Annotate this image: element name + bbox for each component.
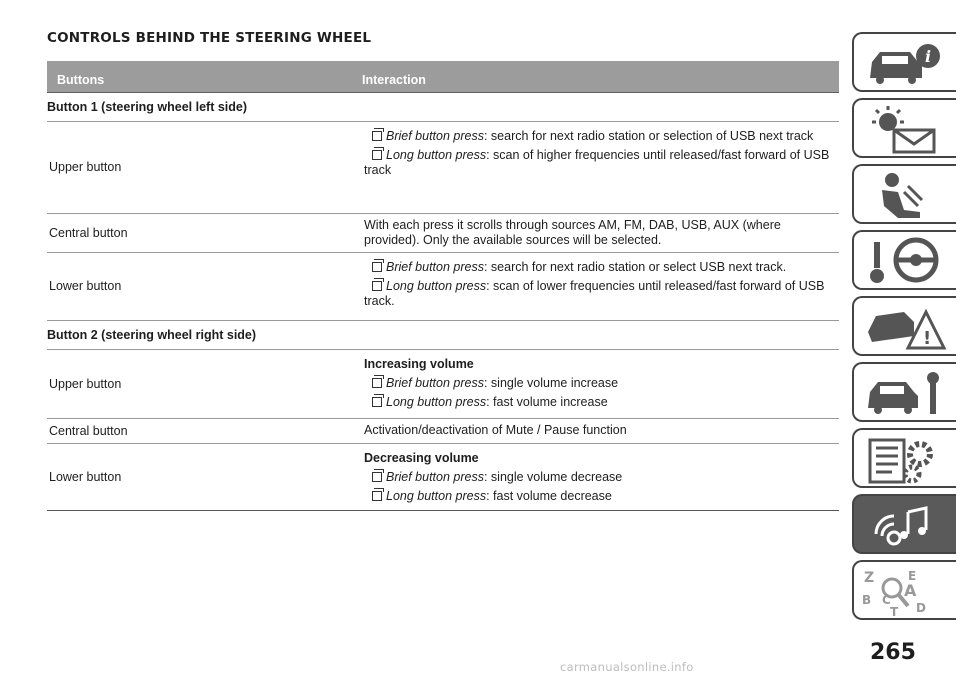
- key-steering-wheel-icon: [864, 236, 950, 288]
- page-title: CONTROLS BEHIND THE STEERING WHEEL: [47, 30, 372, 46]
- index-letter: T: [890, 605, 899, 619]
- checkbox-bullet-icon: [372, 472, 382, 482]
- row-heading: Increasing volume: [364, 357, 474, 371]
- car-info-icon: [864, 38, 950, 90]
- airbag-passenger-icon: [864, 170, 950, 222]
- checkbox-bullet-icon: [372, 150, 382, 160]
- index-letter: Z: [864, 570, 875, 586]
- row-button-name: Upper button: [49, 160, 122, 174]
- watermark: carmanualsonline.info: [560, 660, 694, 674]
- alphabetical-index-search-icon: [864, 566, 950, 618]
- list-item: Brief button press: search for next radio station or selection of USB next track: [364, 129, 839, 144]
- row-description: Activation/deactivation of Mute / Pause function: [364, 423, 627, 437]
- index-letter: C: [882, 593, 891, 607]
- multimedia-music-icon: [864, 500, 950, 552]
- index-letter: D: [916, 601, 926, 615]
- table-row: [47, 350, 839, 419]
- group-label-button-2: Button 2 (steering wheel right side): [47, 321, 839, 350]
- row-description: With each press it scrolls through sources AM, FM, DAB, USB, AUX (where provided). Only the available sources will be selected.: [364, 218, 781, 247]
- row-button-name: Central button: [49, 423, 128, 438]
- index-letter: A: [904, 581, 917, 600]
- car-maintenance-wrench-icon: [864, 368, 950, 420]
- list-item: Long button press: fast volume decrease: [364, 489, 839, 504]
- tab-maintenance[interactable]: [852, 362, 956, 422]
- checkbox-bullet-icon: [372, 131, 382, 141]
- checkbox-bullet-icon: [372, 262, 382, 272]
- list-item: Brief button press: single volume increase: [364, 376, 839, 391]
- table-row: [47, 214, 839, 253]
- tab-warning-lights[interactable]: [852, 98, 956, 158]
- row-button-name: Central button: [49, 225, 128, 240]
- table-row: [47, 419, 839, 444]
- table-row: [47, 444, 839, 511]
- list-item: Long button press: scan of higher frequencies until released/fast forward of USB track: [364, 148, 830, 177]
- specifications-gears-icon: [864, 434, 950, 486]
- list-item: Brief button press: single volume decrease: [364, 470, 839, 485]
- index-letter: B: [862, 593, 872, 607]
- tab-emergency[interactable]: [852, 296, 956, 356]
- svg-text:i: i: [925, 47, 932, 66]
- table-row: [47, 253, 839, 321]
- svg-text:!: !: [923, 328, 932, 349]
- controls-table: [47, 61, 839, 511]
- tab-starting-driving[interactable]: [852, 230, 956, 290]
- warning-lights-mail-icon: [864, 104, 950, 156]
- header-buttons: Buttons: [57, 73, 105, 87]
- tab-index[interactable]: [852, 560, 956, 620]
- list-item: Long button press: scan of lower frequencies until released/fast forward of USB track.: [364, 279, 825, 308]
- tab-multimedia[interactable]: [852, 494, 956, 554]
- index-letter: E: [908, 569, 917, 583]
- list-item: Long button press: fast volume increase: [364, 395, 839, 410]
- tab-technical-data[interactable]: [852, 428, 956, 488]
- table-row: [47, 122, 839, 214]
- tab-safety[interactable]: [852, 164, 956, 224]
- row-heading: Decreasing volume: [364, 451, 479, 465]
- page-number: 265: [870, 640, 916, 665]
- checkbox-bullet-icon: [372, 378, 382, 388]
- list-item: Brief button press: search for next radio station or select USB next track.: [364, 260, 839, 275]
- tab-car-info[interactable]: [852, 32, 956, 92]
- group-label-button-1: Button 1 (steering wheel left side): [47, 93, 839, 122]
- car-accident-warning-icon: [864, 302, 950, 354]
- checkbox-bullet-icon: [372, 491, 382, 501]
- row-button-name: Lower button: [49, 469, 122, 484]
- row-button-name: Lower button: [49, 279, 122, 293]
- checkbox-bullet-icon: [372, 281, 382, 291]
- table-header: [47, 61, 839, 93]
- checkbox-bullet-icon: [372, 397, 382, 407]
- header-interaction: Interaction: [362, 73, 426, 87]
- row-button-name: Upper button: [49, 376, 122, 391]
